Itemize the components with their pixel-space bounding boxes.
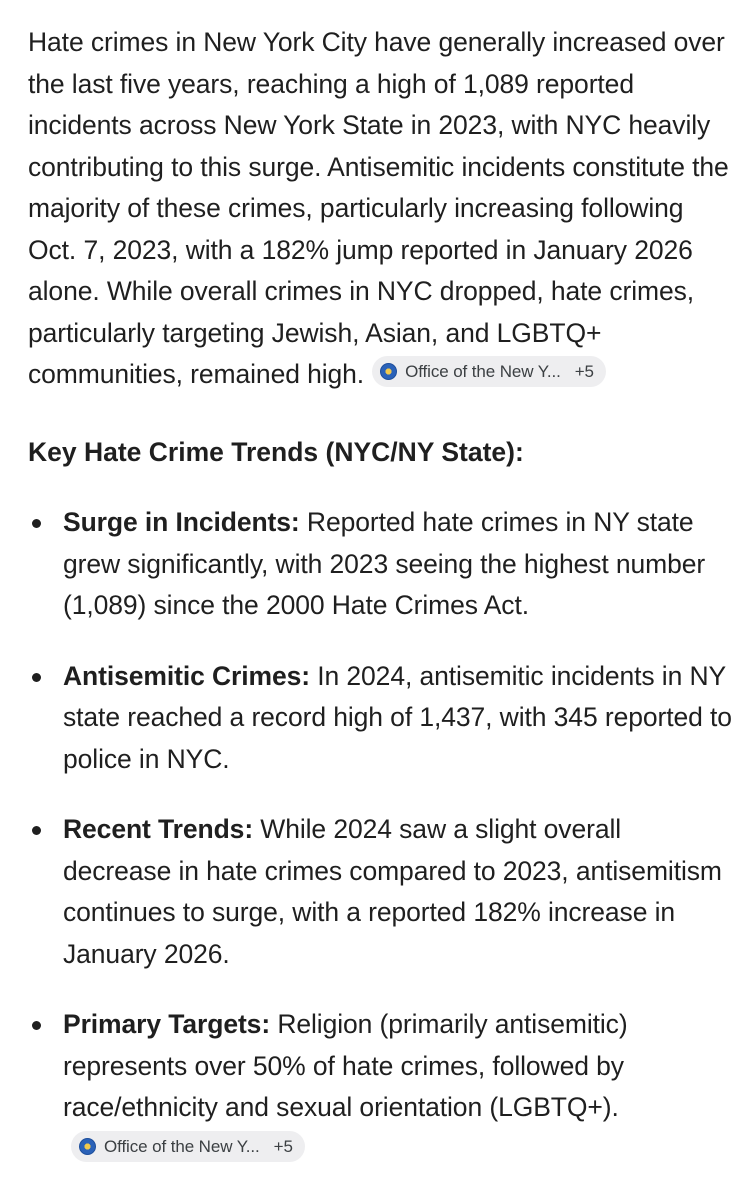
list-item-targets: [28, 1004, 733, 1170]
intro-text: Hate crimes in New York City have generally increased over the last five years, reaching a high of 1,089 reported incidents across New York State in 2023, with NYC heavily contributing to this surge. Antisemitic incidents constitute the majority of these crimes, particularly increasing following Oct. 7, 2023, with a 182% jump reported in January 2026 alone. While overall crimes in NYC dropped, hate crimes, particularly targeting Jewish, Asian, and LGBTQ+ communities, remained high.: [28, 27, 729, 389]
bullet-icon: [32, 826, 41, 835]
source-chip[interactable]: [71, 1131, 305, 1162]
list-item-text: While 2024 saw a slight overall decrease in hate crimes compared to 2023, antisemitism continues to surge, with a reported 182% increase in January 2026.: [63, 814, 722, 969]
bullet-icon: [32, 519, 41, 528]
list-item-title: Primary Targets:: [63, 1009, 271, 1039]
bullet-icon: [32, 1021, 41, 1030]
source-chip-more-count: +5: [273, 1136, 293, 1156]
list-item-title: Antisemitic Crimes:: [63, 660, 310, 691]
trends-list: [28, 502, 733, 1170]
list-item-antisemitic: [28, 656, 733, 781]
list-item-title: Recent Trends:: [63, 814, 254, 844]
source-chip-label: Office of the New Y...: [104, 1136, 260, 1156]
bullet-icon: [32, 673, 41, 682]
site-favicon-icon: [380, 363, 397, 380]
source-chip-label: Office of the New Y...: [405, 362, 561, 381]
section-heading: Key Hate Crime Trends (NYC/NY State):: [28, 436, 524, 467]
list-item-text: Religion (primarily antisemitic) represents over 50% of hate crimes, followed by race/ethnicity and sexual orientation (LGBTQ+).: [63, 1009, 628, 1122]
source-chip-more-count: +5: [574, 362, 594, 381]
list-item-surge: [28, 502, 733, 627]
ai-answer: [28, 22, 733, 1199]
source-chip[interactable]: [372, 356, 606, 387]
site-favicon-icon: [79, 1138, 96, 1155]
list-item-text: In 2024, antisemitic incidents in NY state reached a record high of 1,437, with 345 reported to police in NYC.: [63, 660, 732, 774]
list-item-title: Surge in Incidents:: [63, 507, 300, 537]
intro-paragraph: [28, 22, 733, 396]
list-item-recent: [28, 809, 733, 975]
list-item-text: Reported hate crimes in NY state grew significantly, with 2023 seeing the highest number (1,089) since the 2000 Hate Crimes Act.: [63, 507, 706, 620]
